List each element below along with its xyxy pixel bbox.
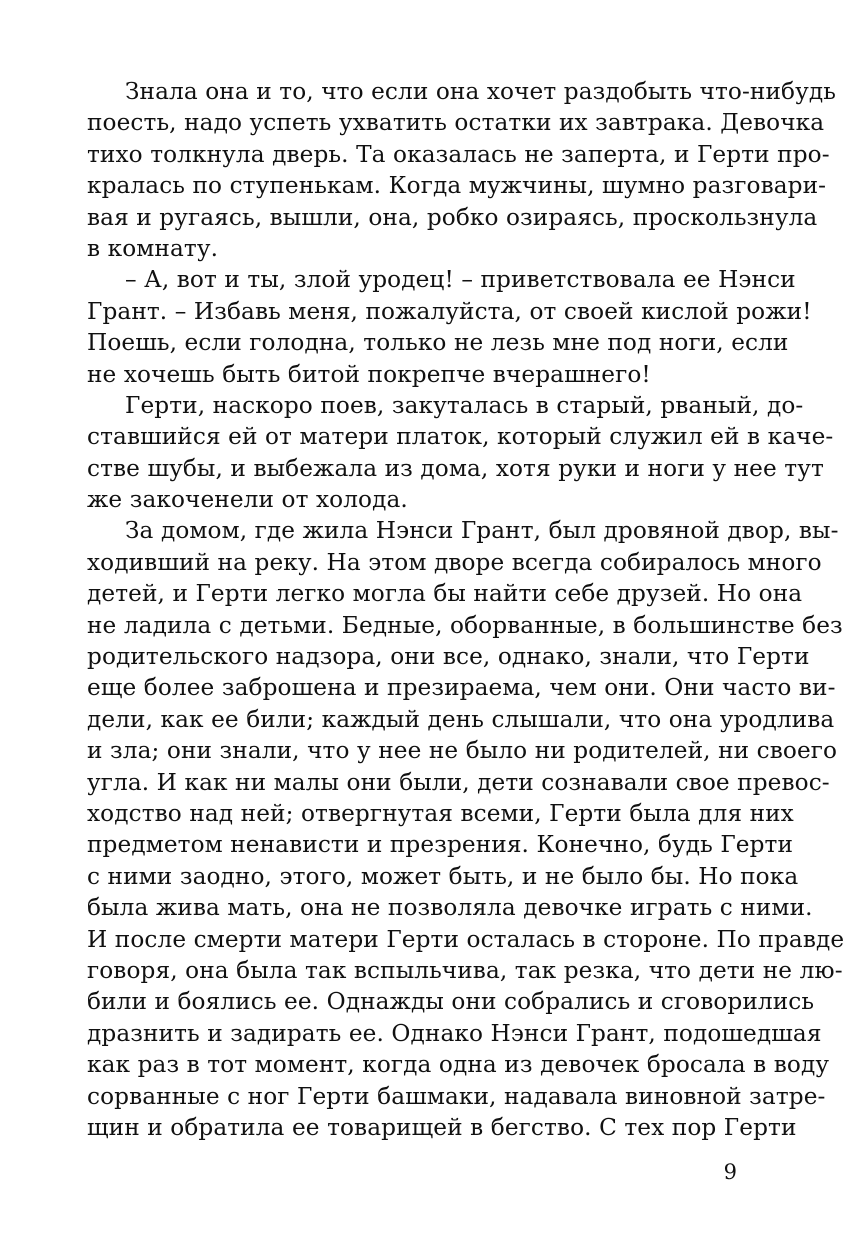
text-line: не хочешь быть битой покрепче вчерашнего! <box>87 360 651 388</box>
text-line: Грант. – Избавь меня, пожалуйста, от своей кислой рожи! <box>87 297 812 325</box>
text-line: же закоченели от холода. <box>87 486 408 514</box>
text-line: ставшийся ей от матери платок, который служил ей в каче- <box>87 423 834 451</box>
text-line: вая и ругаясь, вышли, она, робко озираясь, проскользнула <box>87 203 818 231</box>
text-line: Знала она и то, что если она хочет раздобыть что-нибудь <box>125 78 836 105</box>
text-line: дели, как ее били; каждый день слышали, что она уродлива <box>87 705 835 733</box>
text-line: еще более заброшена и презираема, чем они. Они часто ви- <box>87 674 836 702</box>
text-line: ходство над ней; отвергнутая всеми, Герти была для них <box>87 799 794 827</box>
text-line: щин и обратила ее товарищей в бегство. С тех пор Герти <box>87 1113 797 1141</box>
text-line: ходивший на реку. На этом дворе всегда собиралось много <box>87 548 822 576</box>
text-line: тихо толкнула дверь. Та оказалась не заперта, и Герти про- <box>87 140 830 168</box>
text-line: угла. И как ни малы они были, дети сознавали свое превос- <box>87 768 830 796</box>
text-line: кралась по ступенькам. Когда мужчины, шумно разговари- <box>87 172 827 200</box>
text-line: Поешь, если голодна, только не лезь мне под ноги, если <box>87 329 789 357</box>
text-line: была жива мать, она не позволяла девочке играть с ними. <box>87 894 813 922</box>
text-line: – А, вот и ты, злой уродец! – приветствовала ее Нэнси <box>125 266 796 294</box>
text-line: И после смерти матери Герти осталась в стороне. По правде <box>87 925 844 953</box>
page-number: 9 <box>723 1160 737 1184</box>
text-line: предметом ненависти и презрения. Конечно, будь Герти <box>87 831 794 859</box>
body-text <box>87 76 844 1143</box>
text-line: не ладила с детьми. Бедные, оборванные, в большинстве без <box>87 611 843 639</box>
text-line: били и боялись ее. Однажды они собрались и сговорились <box>87 988 815 1016</box>
text-line: родительского надзора, они все, однако, знали, что Герти <box>87 643 810 671</box>
text-line: поесть, надо успеть ухватить остатки их завтрака. Девочка <box>87 109 825 137</box>
text-line: и зла; они знали, что у нее не было ни родителей, ни своего <box>87 737 838 765</box>
text-line: дразнить и задирать ее. Однако Нэнси Грант, подошедшая <box>87 1019 822 1047</box>
text-line: Герти, наскоро поев, закуталась в старый, рваный, до- <box>125 391 804 419</box>
text-line: с ними заодно, этого, может быть, и не было бы. Но пока <box>87 862 799 890</box>
text-line: детей, и Герти легко могла бы найти себе друзей. Но она <box>87 580 803 608</box>
text-line: За домом, где жила Нэнси Грант, был дровяной двор, вы- <box>125 517 839 545</box>
text-line: как раз в тот момент, когда одна из девочек бросала в воду <box>87 1051 830 1079</box>
text-line: говоря, она была так вспыльчива, так резка, что дети не лю- <box>87 956 843 984</box>
text-line: сорванные с ног Герти башмаки, надавала виновной затре- <box>87 1082 826 1110</box>
text-line: стве шубы, и выбежала из дома, хотя руки и ноги у нее тут <box>87 454 824 482</box>
text-line: в комнату. <box>87 234 219 262</box>
